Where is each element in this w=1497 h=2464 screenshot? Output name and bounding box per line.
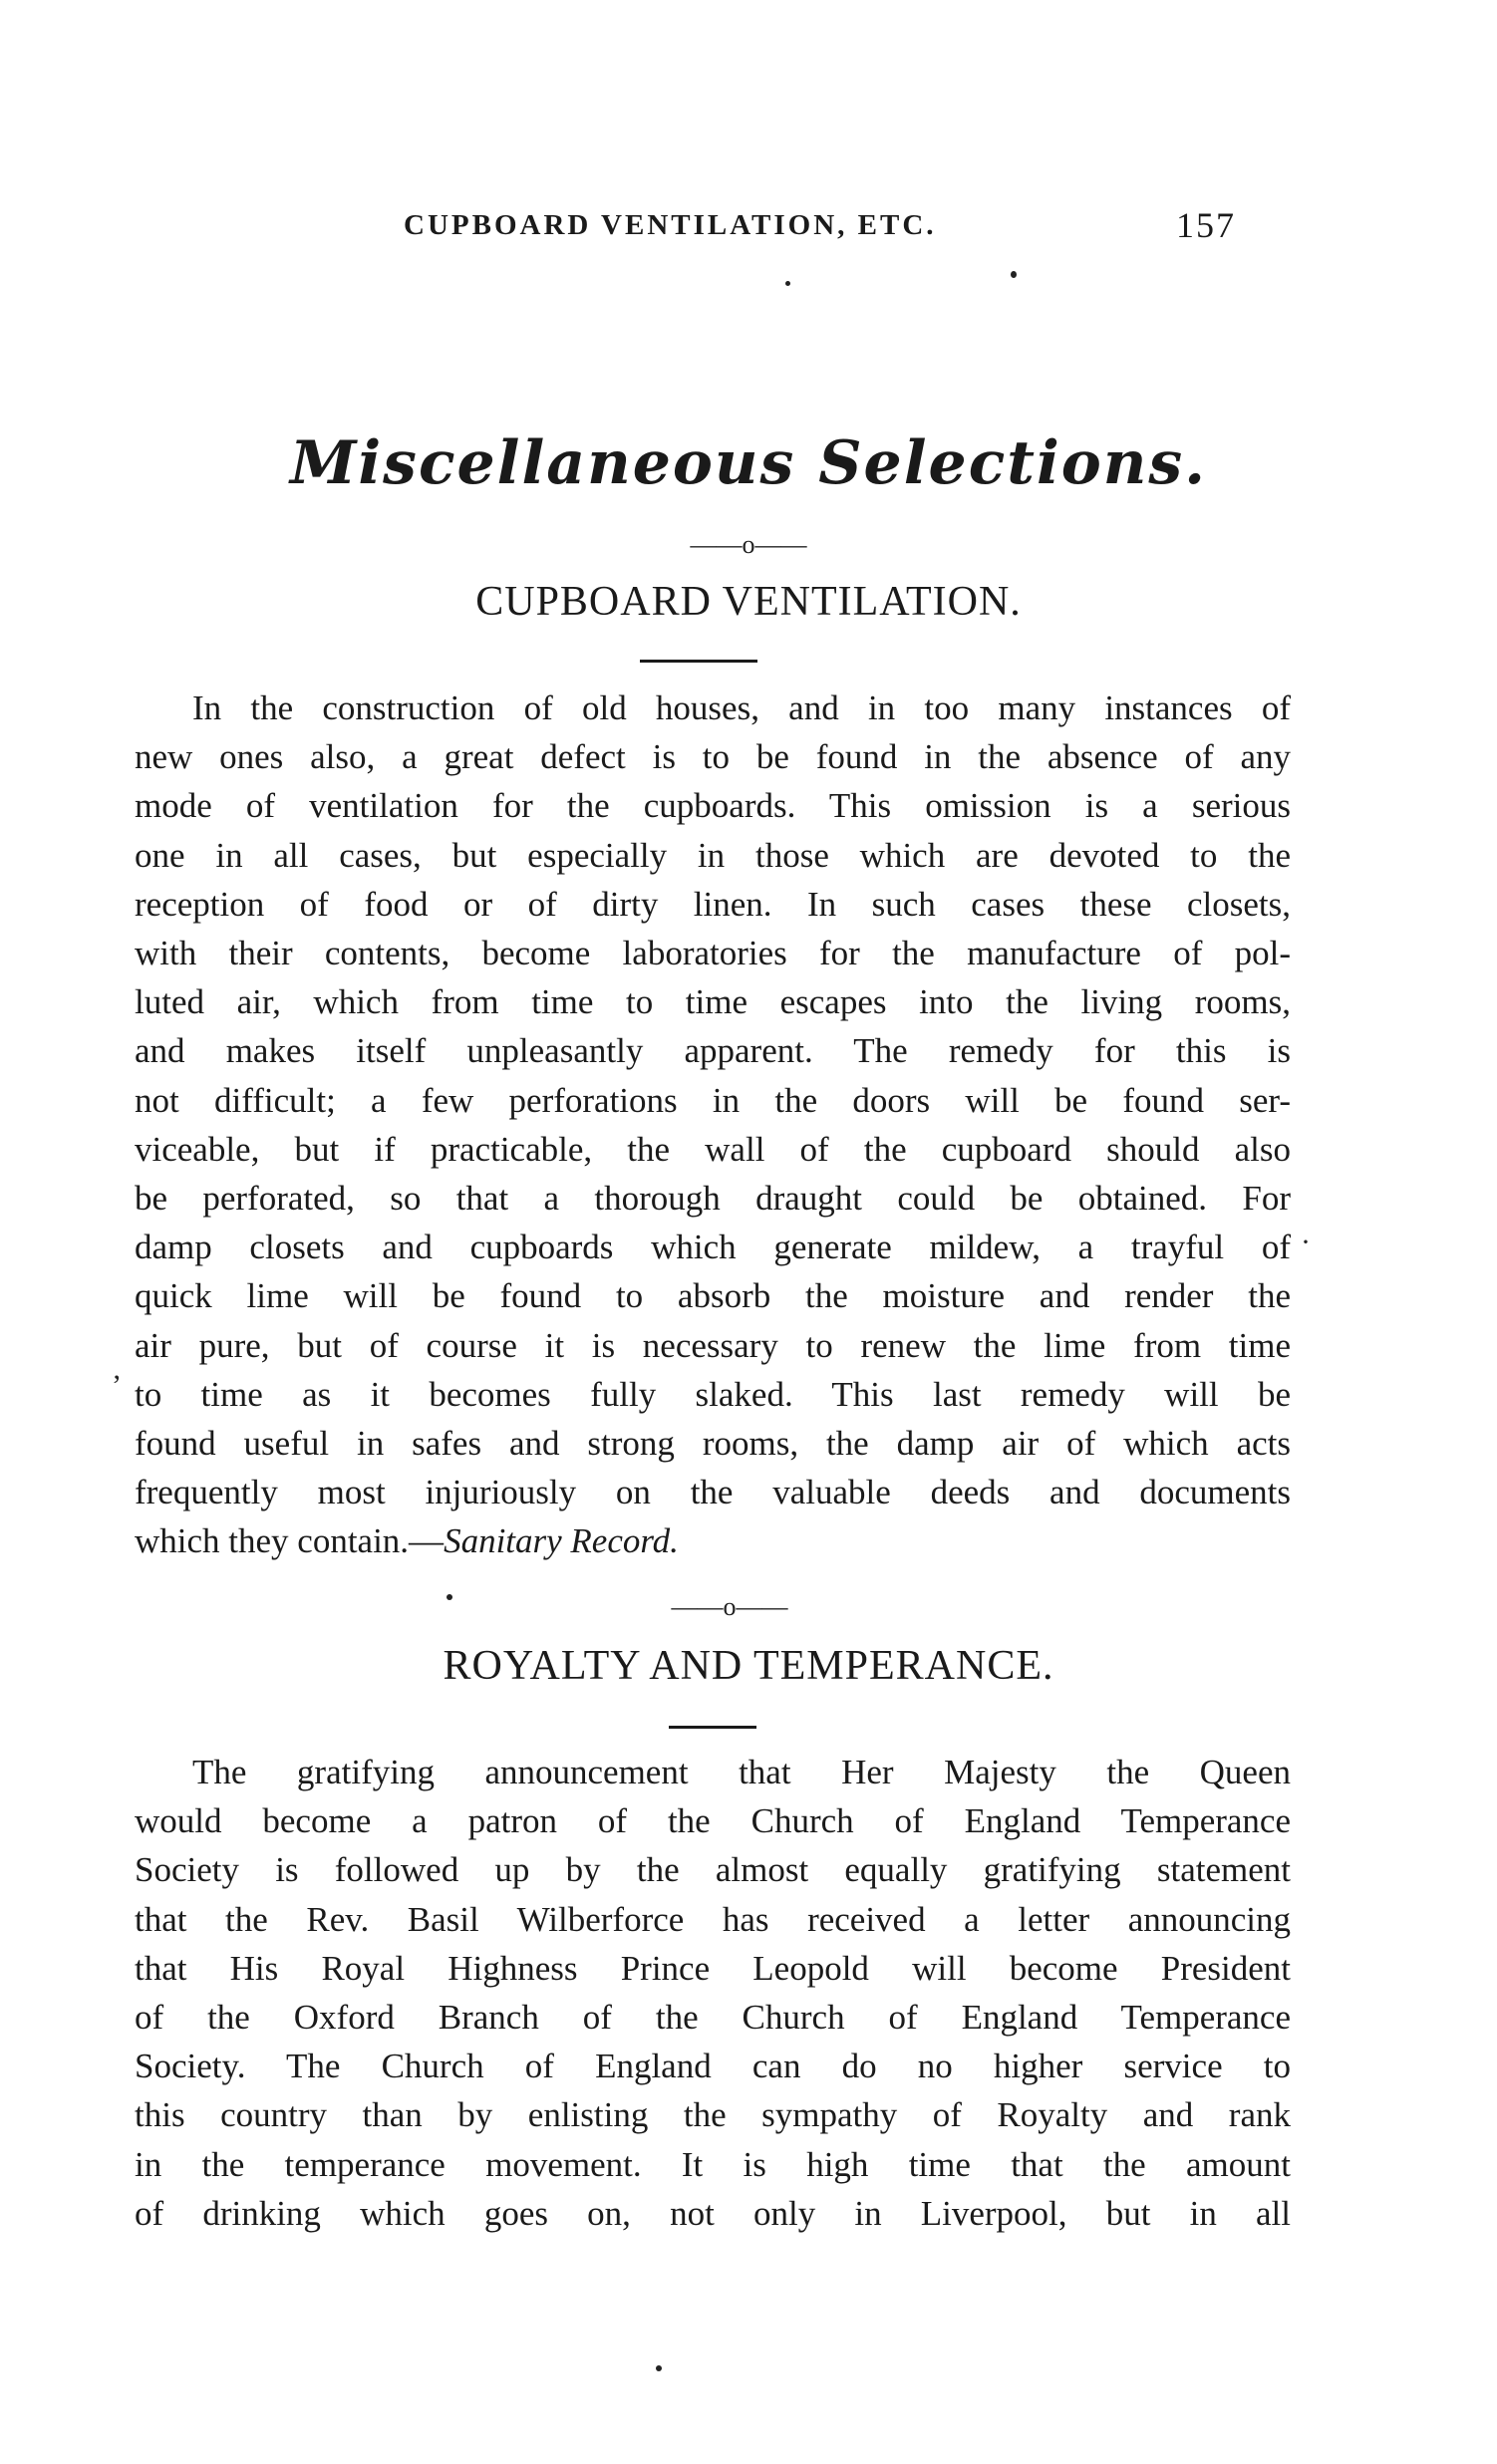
text-line: quick lime will be found to absorb the moisture and render the [135,1276,1291,1316]
text-line: this country than by enlisting the sympathy of Royalty and rank [135,2095,1291,2135]
text-line: viceable, but if practicable, the wall of the cupboard should also [135,1129,1291,1169]
text-line: that His Royal Highness Prince Leopold will become President [135,1948,1291,1988]
text-line: new ones also, a great defect is to be found in the absence of any [135,737,1291,777]
heading-rule [669,1726,756,1729]
article-heading-cupboard-ventilation: CUPBOARD VENTILATION. [475,579,1022,625]
ink-speck [1011,271,1017,278]
text-line: Society is followed up by the almost equally gratifying statement [135,1850,1291,1890]
text-line: with their contents, become laboratories for the manufacture of pol- [135,934,1291,973]
text-line: be perforated, so that a thorough draught could be obtained. For [135,1179,1291,1219]
text-line: reception of food or of dirty linen. In such cases these closets, [135,884,1291,924]
text-line: of the Oxford Branch of the Church of England Temperance [135,1998,1291,2038]
text-line: in the temperance movement. It is high time that the amount [135,2144,1291,2184]
text-line: The gratifying announcement that Her Majesty the Queen [192,1753,1291,1791]
ink-speck [447,1594,452,1600]
text-line: found useful in safes and strong rooms, the damp air of which acts [135,1424,1291,1464]
text-line: to time as it becomes fully slaked. This last remedy will be [135,1374,1291,1414]
ink-speck [785,281,790,286]
article-body-cupboard-ventilation [135,684,1291,1566]
text-line: not difficult; a few perforations in the doors will be found ser- [135,1080,1291,1120]
ornamental-divider: ——o—— [671,1592,788,1621]
margin-mark-right: · [1301,1226,1311,1258]
running-head: CUPBOARD VENTILATION, ETC. [404,209,937,241]
text-line: mode of ventilation for the cupboards. This omission is a serious [135,786,1291,826]
text-line: and makes itself unpleasantly apparent. The remedy for this is [135,1031,1291,1071]
heading-rule [640,660,757,663]
ornamental-divider: ——o—— [690,530,807,559]
text-line: would become a patron of the Church of England Temperance [135,1801,1291,1841]
text-line: that the Rev. Basil Wilberforce has received a letter announcing [135,1899,1291,1939]
text-line: of drinking which goes on, not only in Liverpool, but in all [135,2193,1291,2233]
section-title: Miscellaneous Selections. [289,428,1208,498]
text-line: frequently most injuriously on the valuable deeds and documents [135,1473,1291,1512]
margin-mark-left: ’ [112,1369,122,1402]
page-number: 157 [1176,205,1236,245]
text-line: In the construction of old houses, and in too many instances of [192,688,1291,727]
article-body-royalty-and-temperance [135,1748,1291,2238]
ink-speck [656,2365,662,2371]
text-line: luted air, which from time to time escapes into the living rooms, [135,982,1291,1022]
article-heading-royalty-and-temperance: ROYALTY AND TEMPERANCE. [443,1643,1054,1689]
text-line: Society. The Church of England can do no higher service to [135,2047,1291,2086]
text-line: air pure, but of course it is necessary to renew the lime from time [135,1325,1291,1365]
text-line: one in all cases, but especially in those which are devoted to the [135,835,1291,875]
text-line: damp closets and cupboards which generate mildew, a trayful of [135,1228,1291,1267]
source-citation: Sanitary Record. [444,1521,679,1561]
text-line-final: which they contain.—Sanitary Record. [135,1521,679,1561]
